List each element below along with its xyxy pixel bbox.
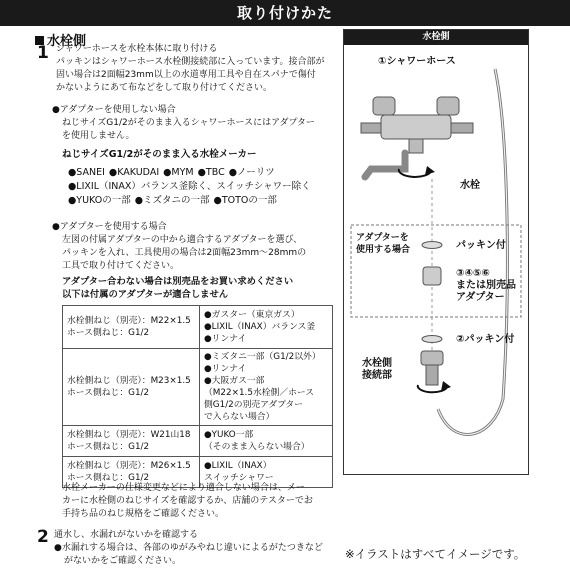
cell-line: ホース側ねじ：G1/2 bbox=[67, 473, 150, 483]
table-row bbox=[63, 426, 333, 457]
maker-item: ●SANEI bbox=[68, 167, 105, 178]
adapter-warning-line: 以下は付属のアダプターが適合しません bbox=[62, 289, 229, 300]
step-2-line: ●水漏れする場合は、各部のゆがみやねじ違いによるがたつきなど bbox=[54, 543, 323, 553]
table-cell-makers bbox=[200, 306, 333, 349]
label-shower-hose: ①シャワーホース bbox=[378, 56, 456, 67]
label-line: ③④⑤⑥ bbox=[456, 268, 490, 279]
maker-list bbox=[68, 166, 338, 208]
no-adapter-heading: ●アダプターを使用しない場合 bbox=[52, 105, 176, 115]
faucet-body bbox=[381, 115, 451, 139]
packing-ring-2 bbox=[422, 336, 442, 343]
cell-line: ●リンナイ bbox=[204, 364, 247, 374]
with-adapter-heading: ●アダプターを使用する場合 bbox=[52, 222, 167, 232]
cell-line: ●大阪ガス一部 bbox=[204, 376, 265, 386]
step-2-line: 通水し、水漏れがないかを確認する bbox=[54, 530, 199, 540]
label-line: 水栓側 bbox=[362, 358, 392, 369]
label-line: アダプターを bbox=[356, 233, 409, 243]
maker-item: ●TOTOの一部 bbox=[213, 195, 277, 206]
step-1-instructions bbox=[56, 43, 325, 95]
cell-line: で入らない場合） bbox=[204, 412, 275, 422]
label-line: 接続部 bbox=[362, 370, 392, 381]
cell-line: ホース側ねじ：G1/2 bbox=[67, 442, 150, 452]
cell-line: 水栓側ねじ（別売）：M22×1.5 bbox=[67, 316, 191, 326]
panel-header: 水栓側 bbox=[344, 30, 528, 45]
step-2-line: がないかをご確認ください。 bbox=[64, 556, 182, 566]
with-adapter-line: 工具で取り付けてください。 bbox=[62, 261, 180, 271]
step-1-line: 固い場合は2面幅23mm以上の水道専用工具や自在スパナで傷付 bbox=[56, 70, 316, 80]
step-1-line: かないようにあて布などをして取り付けてください。 bbox=[56, 83, 273, 93]
with-adapter-line: パッキンを入れ、工具使用の場合は2面幅23mm～28mmの bbox=[62, 248, 307, 258]
cell-line: 側G1/2の別売アダプター bbox=[204, 400, 303, 410]
cell-line: ●ミズタニ一部（G1/2以外） bbox=[204, 352, 321, 362]
hose-joint-body bbox=[426, 365, 438, 385]
cell-line: ●LIXIL（INAX） bbox=[204, 461, 272, 471]
adapter-part bbox=[423, 267, 441, 285]
illustration-note: ※イラストはすべてイメージです。 bbox=[345, 547, 526, 561]
maker-item: ●YUKOの一部 bbox=[68, 195, 131, 206]
table-cell-thread bbox=[63, 349, 200, 426]
label-packing-1: パッキン付 bbox=[456, 240, 506, 251]
cell-line: （そのまま入らない場合） bbox=[204, 442, 310, 452]
cell-line: 水栓側ねじ（別売）：M26×1.5 bbox=[67, 461, 191, 471]
label-faucet: 水栓 bbox=[460, 180, 480, 191]
cell-line: ●LIXIL（INAX）バランス釜 bbox=[204, 322, 316, 332]
cell-line: ●ガスター（東京ガス） bbox=[204, 310, 300, 320]
no-adapter-block bbox=[52, 104, 315, 143]
label-line: 使用する場合 bbox=[356, 245, 411, 255]
cell-line: ●YUKO一部 bbox=[204, 430, 254, 440]
makers-title: ねじサイズG1/2がそのまま入る水栓メーカー bbox=[62, 149, 257, 160]
table-cell-thread bbox=[63, 426, 200, 457]
label-packing-2: ②パッキン付 bbox=[456, 334, 515, 345]
faucet-pipe-left bbox=[361, 123, 381, 133]
with-adapter-block bbox=[52, 221, 306, 273]
maker-item: ●MYM bbox=[163, 167, 194, 178]
packing-ring-1 bbox=[422, 242, 442, 249]
adapter-compatibility-table bbox=[62, 305, 333, 488]
hose-joint-nut bbox=[421, 351, 443, 365]
footer-line: 手持ち品のねじ規格をご確認ください。 bbox=[62, 509, 225, 519]
page-title: 取り付けかた bbox=[0, 0, 570, 26]
step-2-number: 2 bbox=[37, 527, 49, 547]
maker-item: ●ノーリツ bbox=[228, 167, 275, 178]
step-1-line: パッキンはシャワーホース水栓側接続部に入っています。接合部が bbox=[56, 57, 325, 67]
table-row bbox=[63, 349, 333, 426]
maker-item: ●ミズタニの一部 bbox=[134, 195, 210, 206]
adapter-warning bbox=[62, 275, 293, 301]
table-cell-makers bbox=[200, 349, 333, 426]
faucet-spout bbox=[365, 153, 405, 177]
label-adapters bbox=[456, 268, 516, 304]
label-adapter-use bbox=[356, 232, 410, 256]
faucet-handle-right bbox=[437, 97, 459, 115]
compat-footer bbox=[62, 482, 313, 521]
table-row bbox=[63, 306, 333, 349]
footer-line: 水栓メーカーの仕様変更などにより適合しない場合は、メー bbox=[62, 483, 305, 493]
cell-line: （M22×1.5水栓側／ホース bbox=[204, 388, 315, 398]
cell-line: ●リンナイ bbox=[204, 334, 247, 344]
step-2-instructions bbox=[54, 529, 323, 568]
cell-line: スイッチシャワー bbox=[204, 473, 274, 483]
with-adapter-line: 左図の付属アダプターの中から適合するアダプターを選び、 bbox=[62, 235, 303, 245]
faucet-handle-left bbox=[373, 97, 395, 115]
section-heading-text: 水栓側 bbox=[47, 34, 87, 49]
label-line: アダプター bbox=[456, 292, 505, 303]
cell-line: ホース側ねじ：G1/2 bbox=[67, 328, 150, 338]
no-adapter-line: ねじサイズG1/2がそのまま入るシャワーホースにはアダプター bbox=[62, 118, 315, 128]
adapter-warning-line: アダプター合わない場合は別売品をお買い求めください bbox=[62, 276, 294, 287]
table-cell-makers bbox=[200, 426, 333, 457]
step-1-number: 1 bbox=[37, 43, 49, 63]
label-line: または別売品 bbox=[456, 280, 516, 291]
faucet-pipe-right bbox=[451, 123, 473, 133]
step-1-line: シャワーホースを水栓本体に取り付ける bbox=[56, 44, 218, 54]
maker-item: ●KAKUDAI bbox=[108, 167, 160, 178]
footer-line: カーに水栓側のねじサイズを確認するか、店舗のテスターでお bbox=[62, 496, 313, 506]
no-adapter-line: を使用しません。 bbox=[62, 131, 135, 141]
cell-line: 水栓側ねじ（別売）：W21山18 bbox=[67, 430, 191, 440]
label-faucet-joint bbox=[362, 358, 392, 382]
faucet-outlet bbox=[409, 139, 423, 153]
cell-line: 水栓側ねじ（別売）：M23×1.5 bbox=[67, 376, 191, 386]
cell-line: ホース側ねじ：G1/2 bbox=[67, 388, 150, 398]
table-cell-thread bbox=[63, 306, 200, 349]
maker-item: ●TBC bbox=[197, 167, 225, 178]
maker-item: ●LIXIL（INAX）バランス釜除く、スイッチシャワー除く bbox=[68, 181, 311, 192]
